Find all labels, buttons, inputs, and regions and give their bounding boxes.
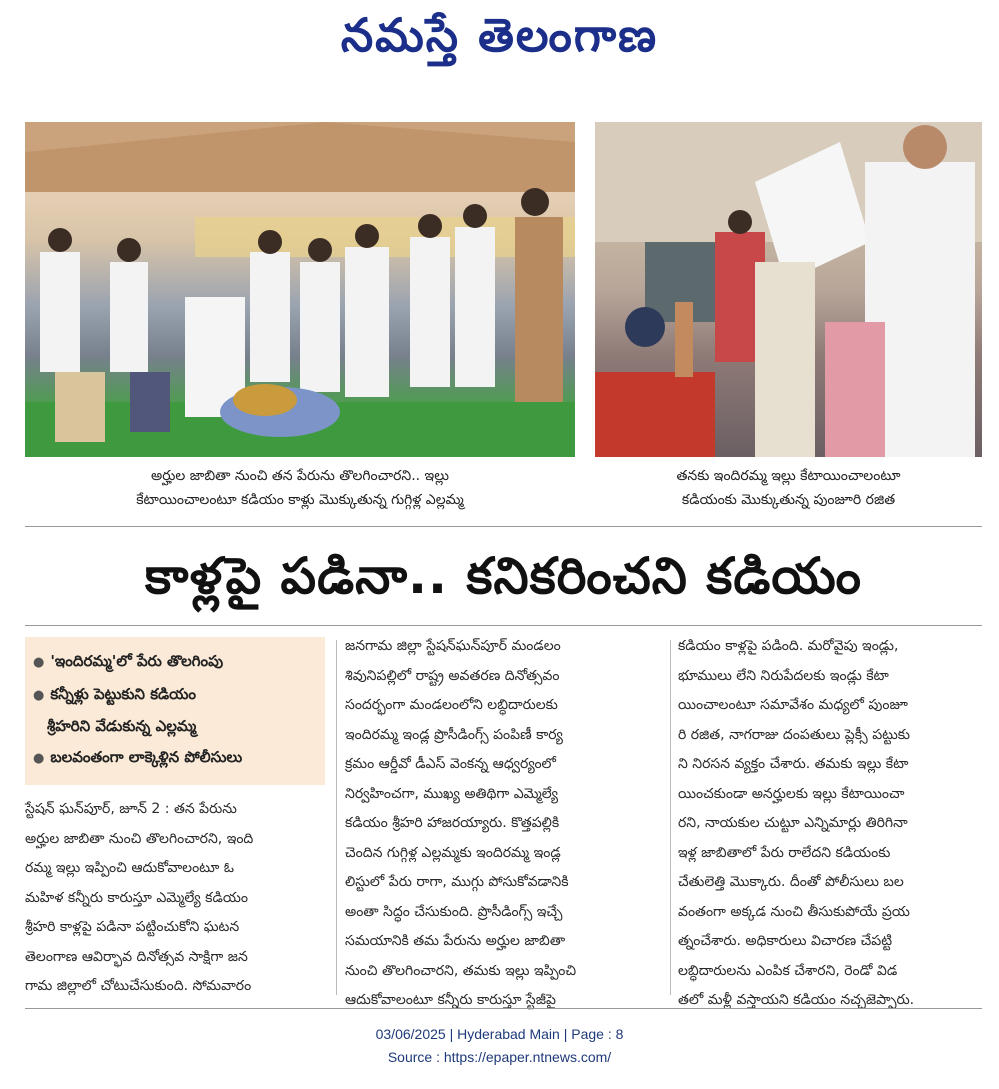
article-line: గామ జిల్లాలో చోటుచేసుకుంది. సోమవారం xyxy=(25,978,252,994)
caption-line: అర్హుల జాబితా నుంచి తన పేరును తొలగించారని.. ఇల్లు xyxy=(151,468,449,484)
article-line: ఇందిరమ్మ ఇండ్ల ప్రొసీడింగ్స్ పంపిణీ కార్య xyxy=(345,726,563,743)
article-line: సందర్భంగా మండలంలోని లబ్ధిదారులకు xyxy=(345,697,558,713)
article-line: శ్రీహరి కాళ్లపై పడినా పట్టించుకోని ఘటన xyxy=(25,919,240,935)
article-line: అర్హుల జాబితా నుంచి తొలగించారని, ఇంది xyxy=(25,830,254,847)
article-line: స్టేషన్ ఘన్‌పూర్, జూన్ 2 : తన పేరును xyxy=(25,801,237,817)
article-line: కడియం శ్రీహరి హాజరయ్యారు. కొత్తపల్లికి xyxy=(345,815,560,831)
highlight-text: 'ఇందిరమ్మ'లో పేరు తొలగింపు xyxy=(50,652,224,670)
article-line: నుంచి తొలగించారని, తమకు ఇల్లు ఇప్పించి xyxy=(345,962,577,979)
bullet-icon: ● xyxy=(33,751,45,766)
photo-right xyxy=(595,122,982,457)
highlight-item xyxy=(33,645,325,679)
divider xyxy=(25,625,982,626)
article-line: భూములు లేని నిరుపేదలకు ఇండ్లు కేటా xyxy=(678,667,889,684)
highlight-text: బలవంతంగా లాక్కెళ్లిన పోలీసులు xyxy=(50,748,243,766)
footer-edition-info: 03/06/2025 | Hyderabad Main | Page : 8 xyxy=(375,1026,624,1042)
highlight-text: శ్రీహరిని వేడుకున్న ఎల్లమ్మ xyxy=(47,717,197,735)
masthead-title: నమస్తే తెలంగాణ xyxy=(340,8,659,62)
bullet-icon: ● xyxy=(33,688,45,703)
article-column-3 xyxy=(678,632,982,1016)
article-line: తలో మళ్లీ వస్తాయని కడియం నచ్చజెప్పారు. xyxy=(678,992,915,1008)
article-line: చెందిన గుగ్గిళ్ల ఎల్లమ్మకు ఇందిరమ్మ ఇండ్ల xyxy=(345,844,561,861)
column-divider xyxy=(670,640,671,995)
highlight-item xyxy=(33,679,325,711)
article-column-1 xyxy=(25,795,327,1002)
newspaper-masthead xyxy=(0,8,999,78)
article-line: ఇళ్ల జాబితాలో పేరు రాలేదని కడియంకు xyxy=(678,844,891,861)
divider xyxy=(25,526,982,527)
footer-divider xyxy=(25,1008,982,1009)
article-line: సమయానికి తమ పేరును అర్హుల జాబితా xyxy=(345,933,566,949)
article-line: ని నిరసన వ్యక్తం చేశారు. తమకు ఇల్లు కేటా xyxy=(678,756,909,772)
caption-line: కేటాయించాలంటూ కడియం కాళ్లు మొక్కుతున్న గుగ్గిళ్ల ఎల్లమ్మ xyxy=(136,492,464,508)
article-line: కడియం కాళ్లపై పడింది. మరోవైపు ఇండ్లు, xyxy=(678,638,899,654)
article-column-2 xyxy=(345,632,662,1016)
highlight-text: కన్నీళ్లు పెట్టుకుని కడియం xyxy=(50,685,197,703)
article-line: యించకుండా అనర్హులకు ఇల్లు కేటాయించా xyxy=(678,785,905,802)
column-divider xyxy=(336,640,337,995)
article-line: లబ్ధిదారులను ఎంపిక చేశారని, రెండో విడ xyxy=(678,962,898,979)
article-line: యించాలంటూ సమావేశం మధ్యలో పుంజూ xyxy=(678,697,908,713)
article-line: ఆదుకోవాలంటూ కన్నీరు కారుస్తూ స్టేజీపై xyxy=(345,992,556,1008)
article-line: రని, నాయకుల చుట్టూ ఎన్నిమార్లు తిరిగినా xyxy=(678,815,908,831)
article-headline: కాళ్లపై పడినా.. కనికరించని కడియం xyxy=(144,547,862,605)
article-line: అంతా సిద్ధం చేసుకుంది. ప్రొసీడింగ్స్ ఇచ్చే xyxy=(345,903,563,920)
article-line: వంతంగా అక్కడ నుంచి తీసుకుపోయే ప్రయ xyxy=(678,903,910,920)
photo-left xyxy=(25,122,575,457)
caption-line: తనకు ఇందిరమ్మ ఇల్లు కేటాయించాలంటూ xyxy=(676,468,901,484)
highlight-item xyxy=(33,741,325,775)
photo-left-caption xyxy=(25,464,575,512)
bullet-icon: ● xyxy=(33,655,45,670)
article-line: త్నంచేశారు. అధికారులు విచారణ చేపట్టి xyxy=(678,933,893,949)
article-line: నిర్వహించగా, ముఖ్య అతిథిగా ఎమ్మెల్యే xyxy=(345,785,559,802)
article-line: రి రజిత, నాగరాజు దంపతులు ప్లెక్సీ పట్టుకు xyxy=(678,726,910,743)
caption-line: కడియంకు మొక్కుతున్న పుంజూరి రజిత xyxy=(681,492,896,508)
article-line: శివునిపల్లిలో రాష్ట్ర అవతరణ దినోత్సవం xyxy=(345,667,560,684)
photo-right-caption xyxy=(595,464,982,512)
article-line: తెలంగాణ ఆవిర్భావ దినోత్సవ సాక్షిగా జన xyxy=(25,948,248,965)
article-line: చేతులెత్తి మొక్కారు. దీంతో పోలీసులు బల xyxy=(678,874,904,890)
footer-source-link[interactable]: Source : https://epaper.ntnews.com/ xyxy=(387,1049,612,1065)
article-line: మహిళ కన్నీరు కారుస్తూ ఎమ్మెల్యే కడియం xyxy=(25,889,248,906)
article-line: జనగామ జిల్లా స్టేషన్‌ఘన్‌పూర్ మండలం xyxy=(345,638,561,654)
photo-right-illustration xyxy=(595,122,982,457)
highlights-box xyxy=(25,637,325,785)
article-line: లిస్టులో పేరు రాగా, ముగ్గు పోసుకోవడానికి xyxy=(345,874,569,890)
article-line: రమ్మ ఇల్లు ఇప్పించి ఆదుకోవాలంటూ ఓ xyxy=(25,860,235,876)
article-line: క్రమం ఆర్డీవో డీఎస్ వెంకన్న ఆధ్వర్యంలో xyxy=(345,756,556,772)
photo-left-illustration xyxy=(25,122,575,457)
highlight-item-continued xyxy=(33,711,325,741)
